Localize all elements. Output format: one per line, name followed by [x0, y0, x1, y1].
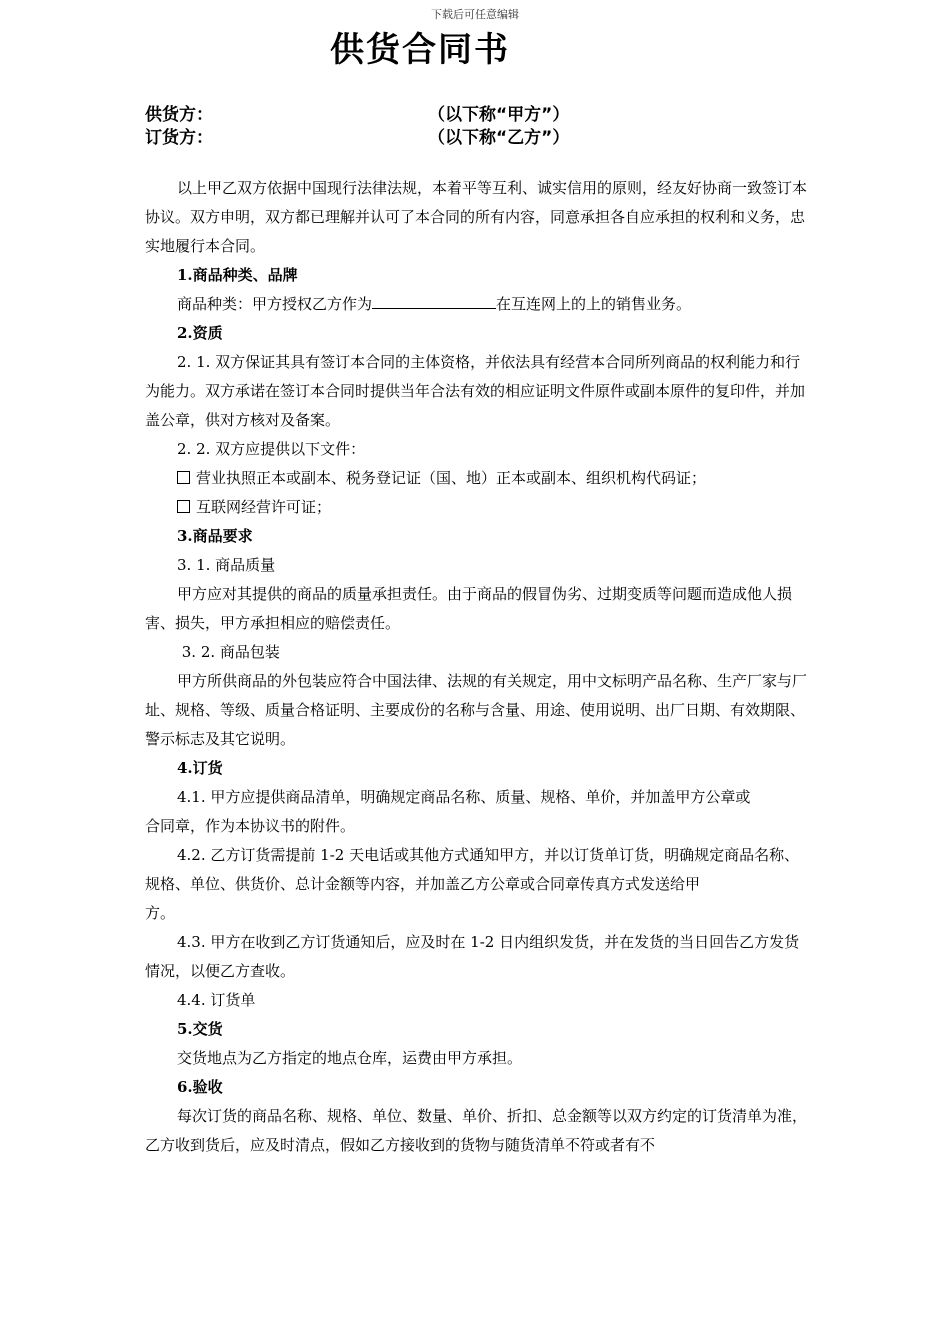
- section-5-heading: 5.交货: [177, 1020, 223, 1038]
- section-4-3-paragraph: 4.3. 甲方在收到乙方订货通知后，应及时在 1-2 日内组织发货，并在发货的当日回告乙方发货情况，以便乙方查收。: [145, 933, 800, 980]
- section-3-1-paragraph: 甲方应对其提供的商品的质量承担责任。由于商品的假冒伪劣、过期变质等问题而造成他人损害、损失，甲方承担相应的赔偿责任。: [145, 585, 793, 632]
- section-4-2-paragraph-b: 方。: [145, 904, 176, 922]
- section-2-heading: 2.资质: [177, 324, 223, 342]
- section-3-2-subheading: 3. 2. 商品包装: [177, 643, 280, 661]
- section-3-heading: 3.商品要求: [177, 527, 253, 545]
- section-2-2-paragraph: 2. 2. 双方应提供以下文件：: [177, 440, 366, 458]
- fill-in-blank[interactable]: [372, 294, 496, 309]
- section-4-4-paragraph: 4.4. 订货单: [177, 991, 256, 1009]
- checkbox-icon[interactable]: [177, 471, 190, 484]
- section-4-1-paragraph-a: 4.1. 甲方应提供商品清单，明确规定商品名称、质量、规格、单价，并加盖甲方公章或: [177, 788, 751, 806]
- section-3-1-subheading: 3. 1. 商品质量: [177, 556, 276, 574]
- intro-paragraph: 以上甲乙双方依据中国现行法律法规，本着平等互利、诚实信用的原则，经友好协商一致签订本协议。双方申明，双方都已理解并认可了本合同的所有内容，同意承担各自应承担的权利和义务，忠实地履行本合同。: [145, 179, 808, 255]
- document-title: 供货合同书: [330, 30, 510, 70]
- product-type-line: [145, 290, 807, 319]
- checkbox-icon[interactable]: [177, 500, 190, 513]
- supplier-label: 供货方：: [145, 105, 213, 125]
- checklist-item: [145, 464, 807, 493]
- section-4-heading: 4.订货: [177, 759, 223, 777]
- checklist-item-label: 互联网经营许可证；: [196, 498, 332, 516]
- contract-body: [145, 174, 807, 1160]
- section-6-heading: 6.验收: [177, 1078, 223, 1096]
- checklist-item-label: 营业执照正本或副本、税务登记证（国、地）正本或副本、组织机构代码证；: [196, 469, 707, 487]
- section-3-2-paragraph: 甲方所供商品的外包装应符合中国法律、法规的有关规定，用中文标明产品名称、生产厂家与厂址、规格、等级、质量合格证明、主要成份的名称与含量、用途、使用说明、出厂日期、有效期限、警示标志及其它说明。: [145, 672, 808, 748]
- buyer-alias: （以下称“乙方”）: [428, 128, 570, 148]
- section-1-heading: 1.商品种类、品牌: [177, 266, 298, 284]
- section-6-paragraph: 每次订货的商品名称、规格、单位、数量、单价、折扣、总金额等以双方约定的订货清单为准，乙方收到货后，应及时清点，假如乙方接收到的货物与随货清单不符或者有不: [145, 1107, 808, 1154]
- product-type-text-a: 商品种类：甲方授权乙方作为: [177, 295, 373, 313]
- section-5-paragraph: 交货地点为乙方指定的地点仓库，运费由甲方承担。: [177, 1049, 523, 1067]
- product-type-text-b: 在互连网上的上的销售业务。: [496, 295, 692, 313]
- buyer-label: 订货方：: [145, 128, 213, 148]
- section-4-1-paragraph-b: 合同章，作为本协议书的附件。: [145, 817, 356, 835]
- header-note: 下载后可任意编辑: [431, 8, 519, 21]
- section-4-2-paragraph-a: 4.2. 乙方订货需提前 1-2 天电话或其他方式通知甲方，并以订货单订货，明确规定商品名称、规格、单位、供货价、总计金额等内容，并加盖乙方公章或合同章传真方式发送给甲: [145, 846, 800, 893]
- checklist-item: [145, 493, 807, 522]
- supplier-alias: （以下称“甲方”）: [428, 105, 570, 125]
- section-2-1-paragraph: 2. 1. 双方保证其具有签订本合同的主体资格，并依法具有经营本合同所列商品的权利能力和行为能力。双方承诺在签订本合同时提供当年合法有效的相应证明文件原件或副本原件的复印件，并加盖公章，供对方核对及备案。: [145, 353, 806, 429]
